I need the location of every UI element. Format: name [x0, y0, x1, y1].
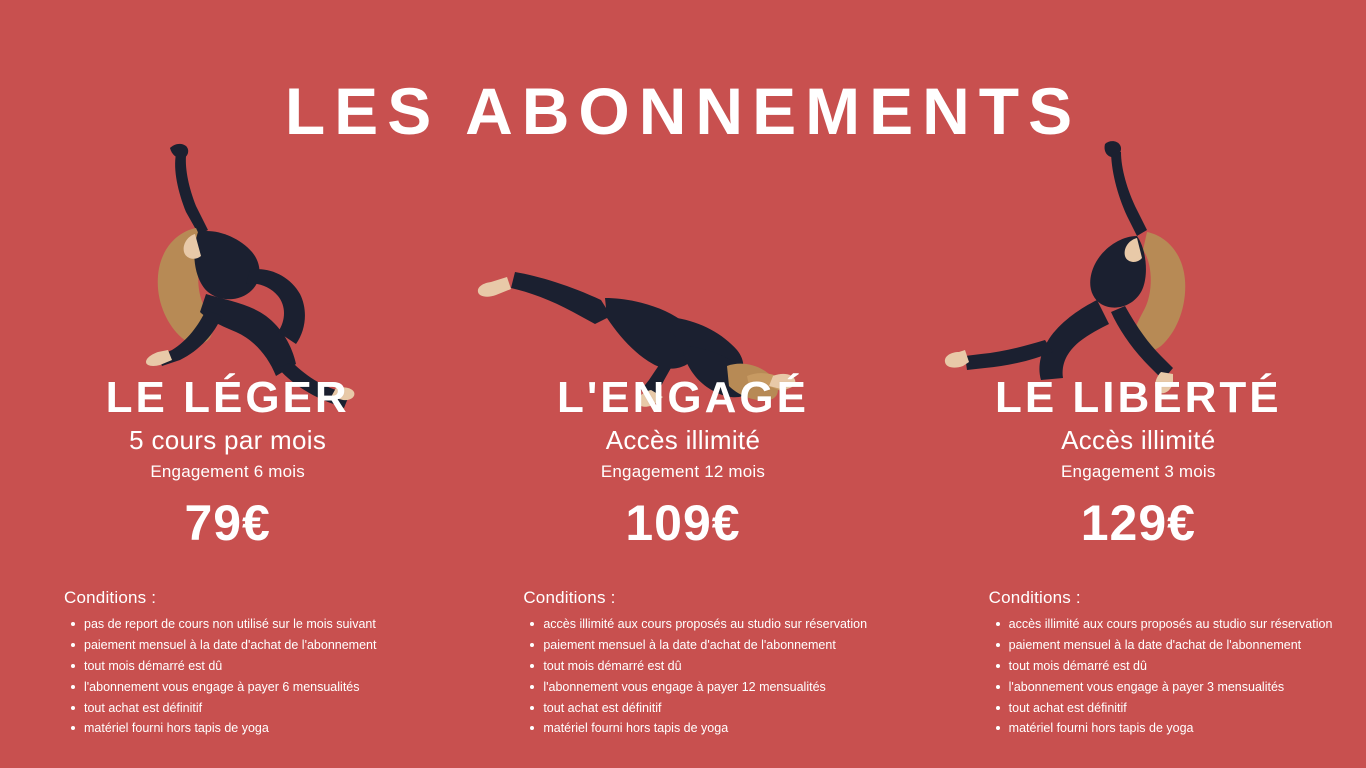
list-item: l'abonnement vous engage à payer 6 mensualités — [82, 679, 427, 696]
plan-column-liberte — [911, 140, 1366, 570]
plan-column-leger — [0, 140, 455, 570]
list-item: paiement mensuel à la date d'achat de l'abonnement — [1007, 637, 1354, 654]
list-item: paiement mensuel à la date d'achat de l'abonnement — [82, 637, 427, 654]
list-item: accès illimité aux cours proposés au studio sur réservation — [1007, 616, 1354, 633]
plan-name: LE LÉGER — [105, 373, 350, 422]
list-item: matériel fourni hors tapis de yoga — [1007, 720, 1354, 737]
plan-column-engage — [455, 140, 910, 570]
plan-access: Accès illimité — [1061, 425, 1216, 456]
list-item: l'abonnement vous engage à payer 12 mensualités — [541, 679, 888, 696]
plan-access: 5 cours par mois — [129, 425, 327, 456]
plan-commitment: Engagement 12 mois — [600, 462, 766, 482]
plan-name: LE LIBERTÉ — [994, 373, 1282, 422]
plan-price: 129€ — [1080, 495, 1196, 552]
list-item: matériel fourni hors tapis de yoga — [541, 720, 888, 737]
list-item: tout mois démarré est dû — [541, 658, 888, 675]
yoga-pose-flying-plank-icon — [455, 140, 910, 410]
list-item: tout mois démarré est dû — [82, 658, 427, 675]
list-item: tout mois démarré est dû — [1007, 658, 1354, 675]
plan-price: 79€ — [184, 495, 271, 552]
plan-info-leger — [0, 375, 455, 552]
page-title: LES ABONNEMENTS — [284, 74, 1082, 148]
conditions-title: Conditions : — [523, 588, 616, 607]
list-item: tout achat est définitif — [541, 700, 888, 717]
plan-access: Accès illimité — [605, 425, 761, 456]
conditions-engage — [455, 588, 910, 768]
plan-info-liberte — [911, 375, 1366, 552]
conditions-liberte — [911, 588, 1366, 768]
plan-price: 109€ — [625, 495, 741, 552]
plan-name: L'ENGAGÉ — [556, 373, 810, 422]
list-item: tout achat est définitif — [1007, 700, 1354, 717]
list-item: accès illimité aux cours proposés au studio sur réservation — [541, 616, 888, 633]
conditions-title: Conditions : — [988, 588, 1081, 607]
list-item: pas de report de cours non utilisé sur le mois suivant — [82, 616, 427, 633]
conditions-list — [989, 616, 1354, 737]
plan-commitment: Engagement 6 mois — [150, 462, 305, 482]
conditions-leger — [0, 588, 455, 768]
list-item: matériel fourni hors tapis de yoga — [82, 720, 427, 737]
conditions-row — [0, 588, 1366, 768]
plan-info-engage — [455, 375, 910, 552]
list-item: tout achat est définitif — [82, 700, 427, 717]
list-item: l'abonnement vous engage à payer 3 mensualités — [1007, 679, 1354, 696]
conditions-title: Conditions : — [64, 588, 157, 607]
yoga-pose-warrior-reach-icon — [911, 140, 1366, 410]
conditions-list — [64, 616, 427, 737]
list-item: paiement mensuel à la date d'achat de l'abonnement — [541, 637, 888, 654]
plan-commitment: Engagement 3 mois — [1061, 462, 1216, 482]
conditions-list — [523, 616, 888, 737]
yoga-pose-seated-twist-icon — [0, 140, 455, 410]
plans-row — [0, 140, 1366, 570]
